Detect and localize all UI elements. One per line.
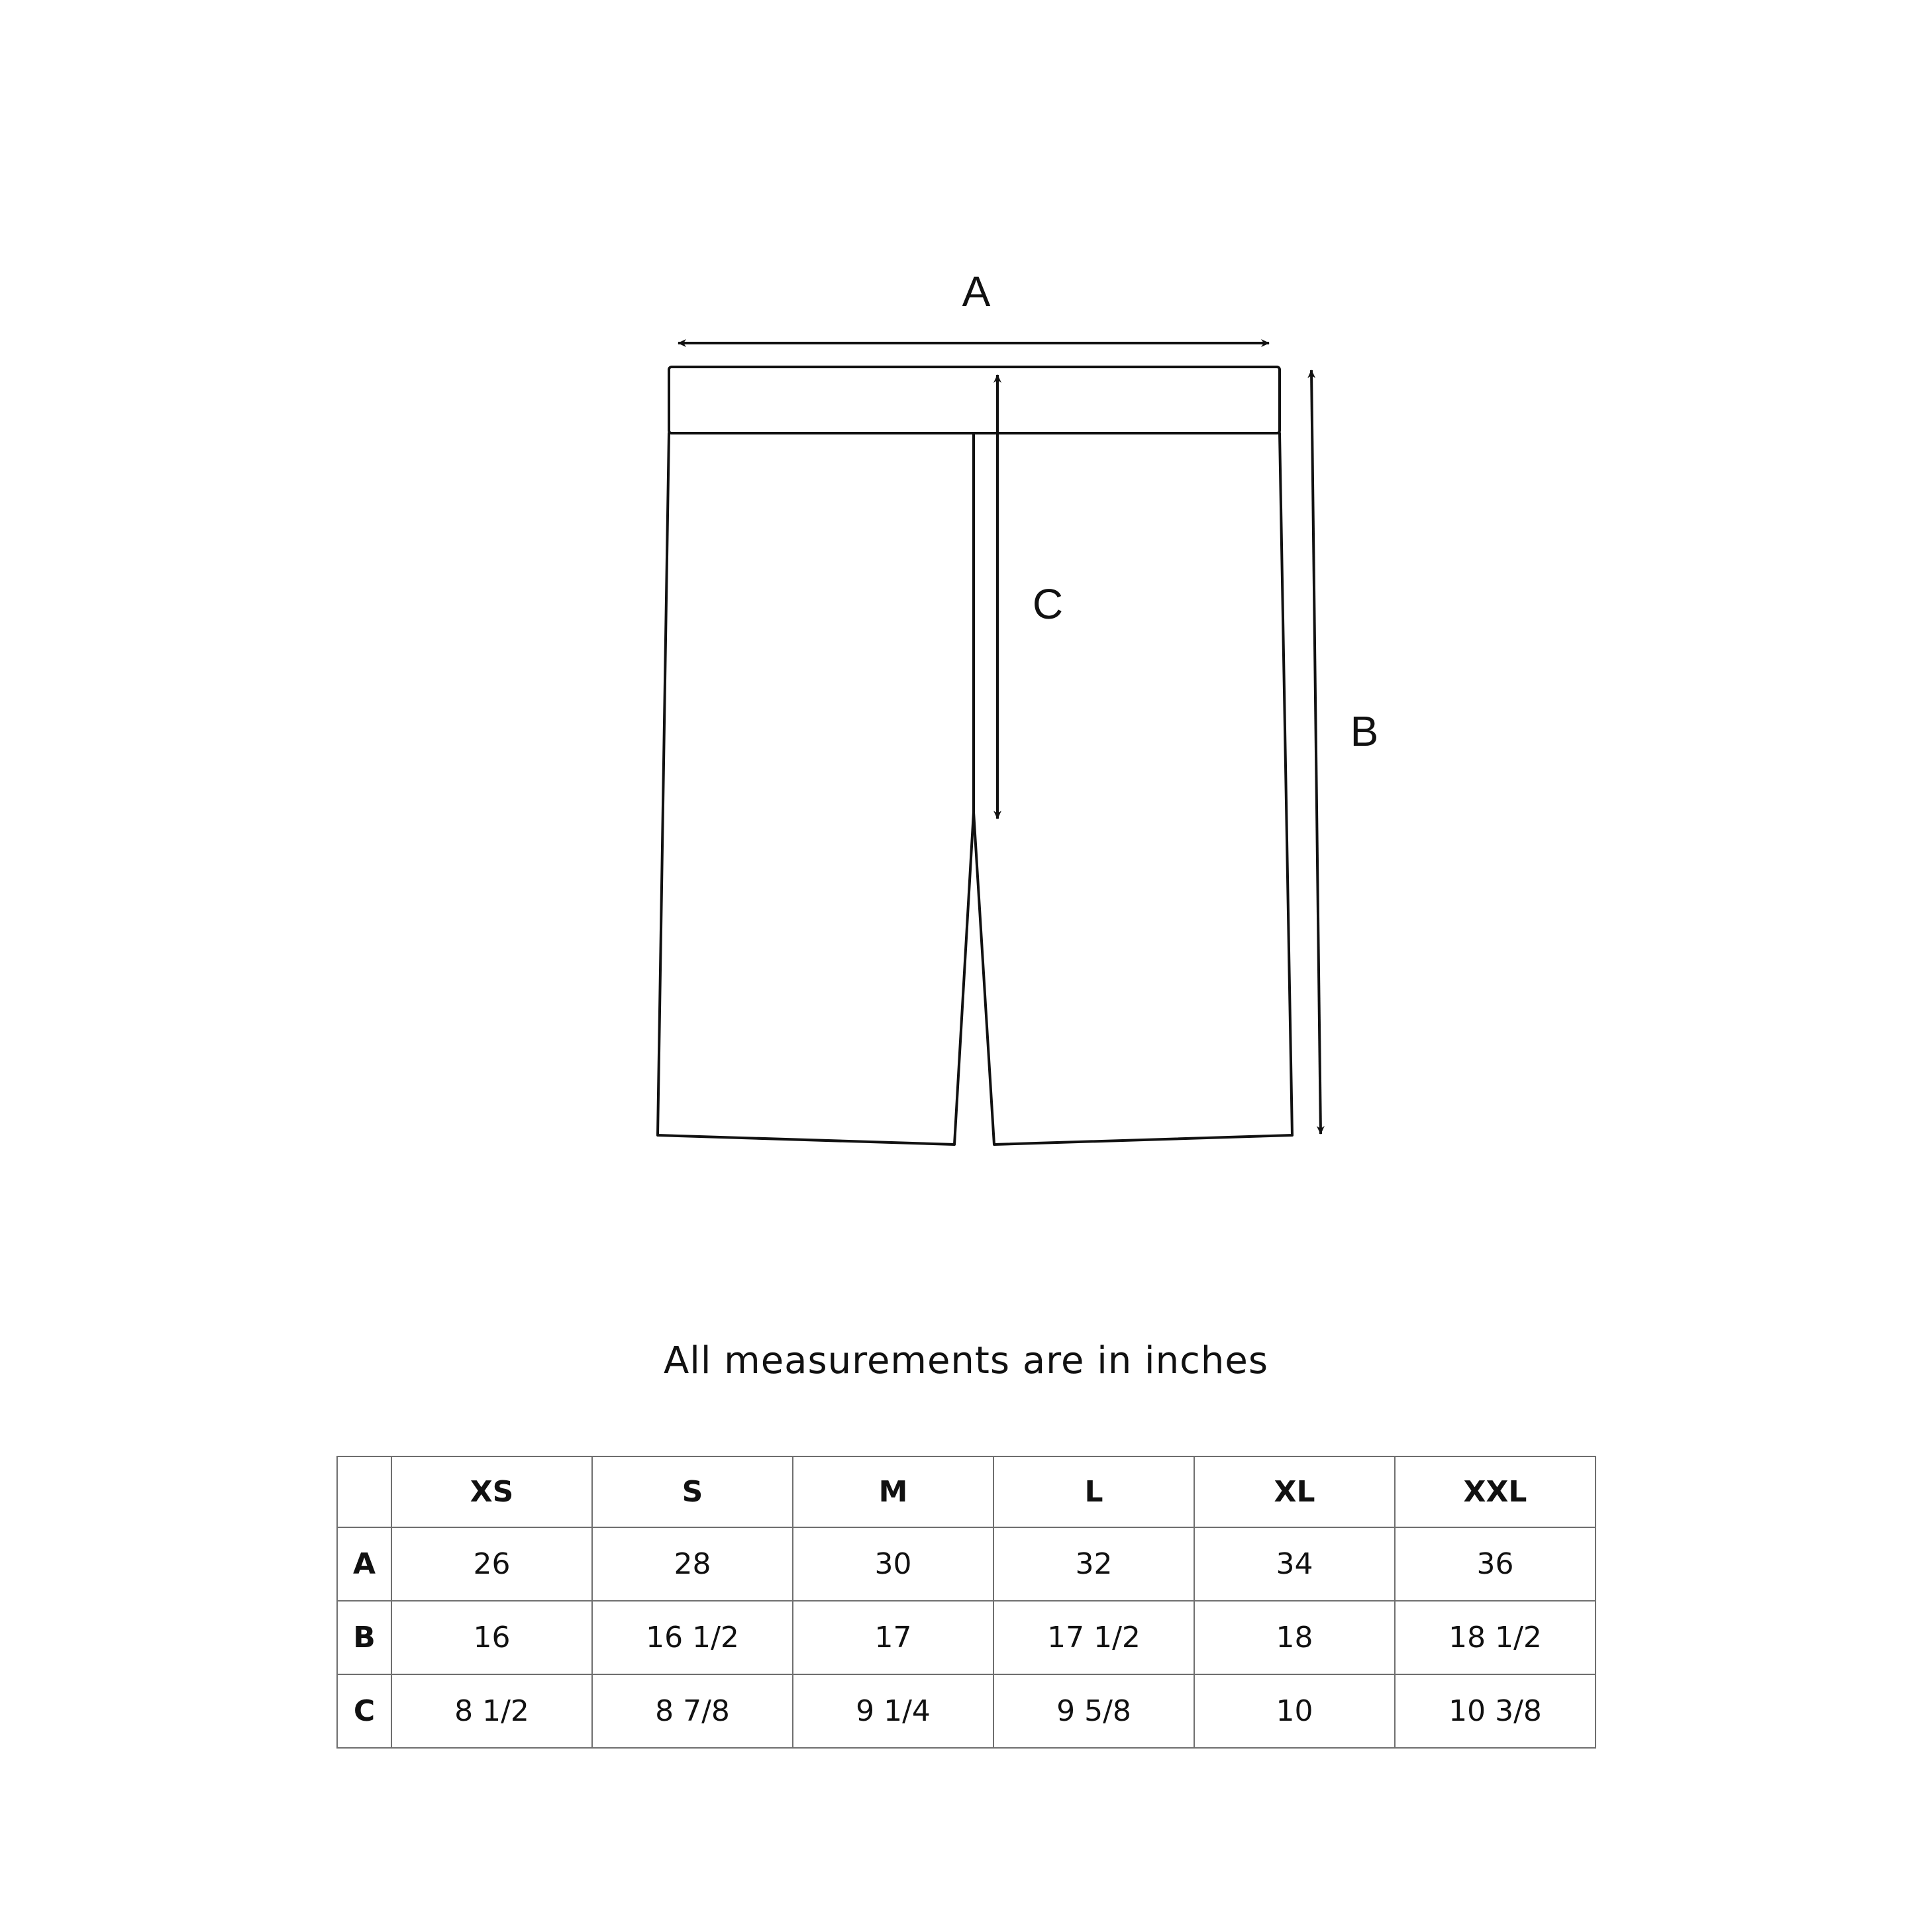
table-cell: 30: [793, 1527, 993, 1601]
measurement-row-label: C: [337, 1674, 391, 1748]
table-row: [337, 1527, 1596, 1601]
table-cell: 32: [993, 1527, 1194, 1601]
table-cell: 16 1/2: [592, 1601, 793, 1674]
measurement-row-label: A: [337, 1527, 391, 1601]
size-header-cell: L: [993, 1456, 1194, 1527]
table-row: [337, 1674, 1596, 1748]
table-cell: 10 3/8: [1395, 1674, 1596, 1748]
table-cell: 10: [1194, 1674, 1395, 1748]
table-cell: 18 1/2: [1395, 1601, 1596, 1674]
table-cell: 17: [793, 1601, 993, 1674]
table-cell: 26: [391, 1527, 592, 1601]
size-header-cell: M: [793, 1456, 993, 1527]
label-a: A: [962, 268, 991, 315]
table-cell: 36: [1395, 1527, 1596, 1601]
table-cell: 8 7/8: [592, 1674, 793, 1748]
table-cell: 9 1/4: [793, 1674, 993, 1748]
size-chart-table: [336, 1456, 1596, 1749]
table-cell: 16: [391, 1601, 592, 1674]
label-c: C: [1032, 580, 1064, 628]
label-b: B: [1350, 707, 1379, 755]
size-header-cell: XXL: [1395, 1456, 1596, 1527]
size-header-cell: XS: [391, 1456, 592, 1527]
table-header-row: [337, 1456, 1596, 1527]
left-leg: [658, 433, 974, 1144]
shorts-outline: [658, 367, 1292, 1144]
waistband: [669, 367, 1280, 433]
table-corner-cell: [337, 1456, 391, 1527]
table-cell: 9 5/8: [993, 1674, 1194, 1748]
table-cell: 8 1/2: [391, 1674, 592, 1748]
table-cell: 18: [1194, 1601, 1395, 1674]
arrow-b: [1311, 370, 1321, 1134]
table-cell: 28: [592, 1527, 793, 1601]
measurement-units-caption: All measurements are in inches: [663, 1339, 1269, 1382]
table-cell: 17 1/2: [993, 1601, 1194, 1674]
size-header-cell: S: [592, 1456, 793, 1527]
measurement-row-label: B: [337, 1601, 391, 1674]
size-header-cell: XL: [1194, 1456, 1395, 1527]
right-leg: [974, 433, 1292, 1144]
measurement-arrows: [678, 343, 1321, 1134]
table-cell: 34: [1194, 1527, 1395, 1601]
table-row: [337, 1601, 1596, 1674]
